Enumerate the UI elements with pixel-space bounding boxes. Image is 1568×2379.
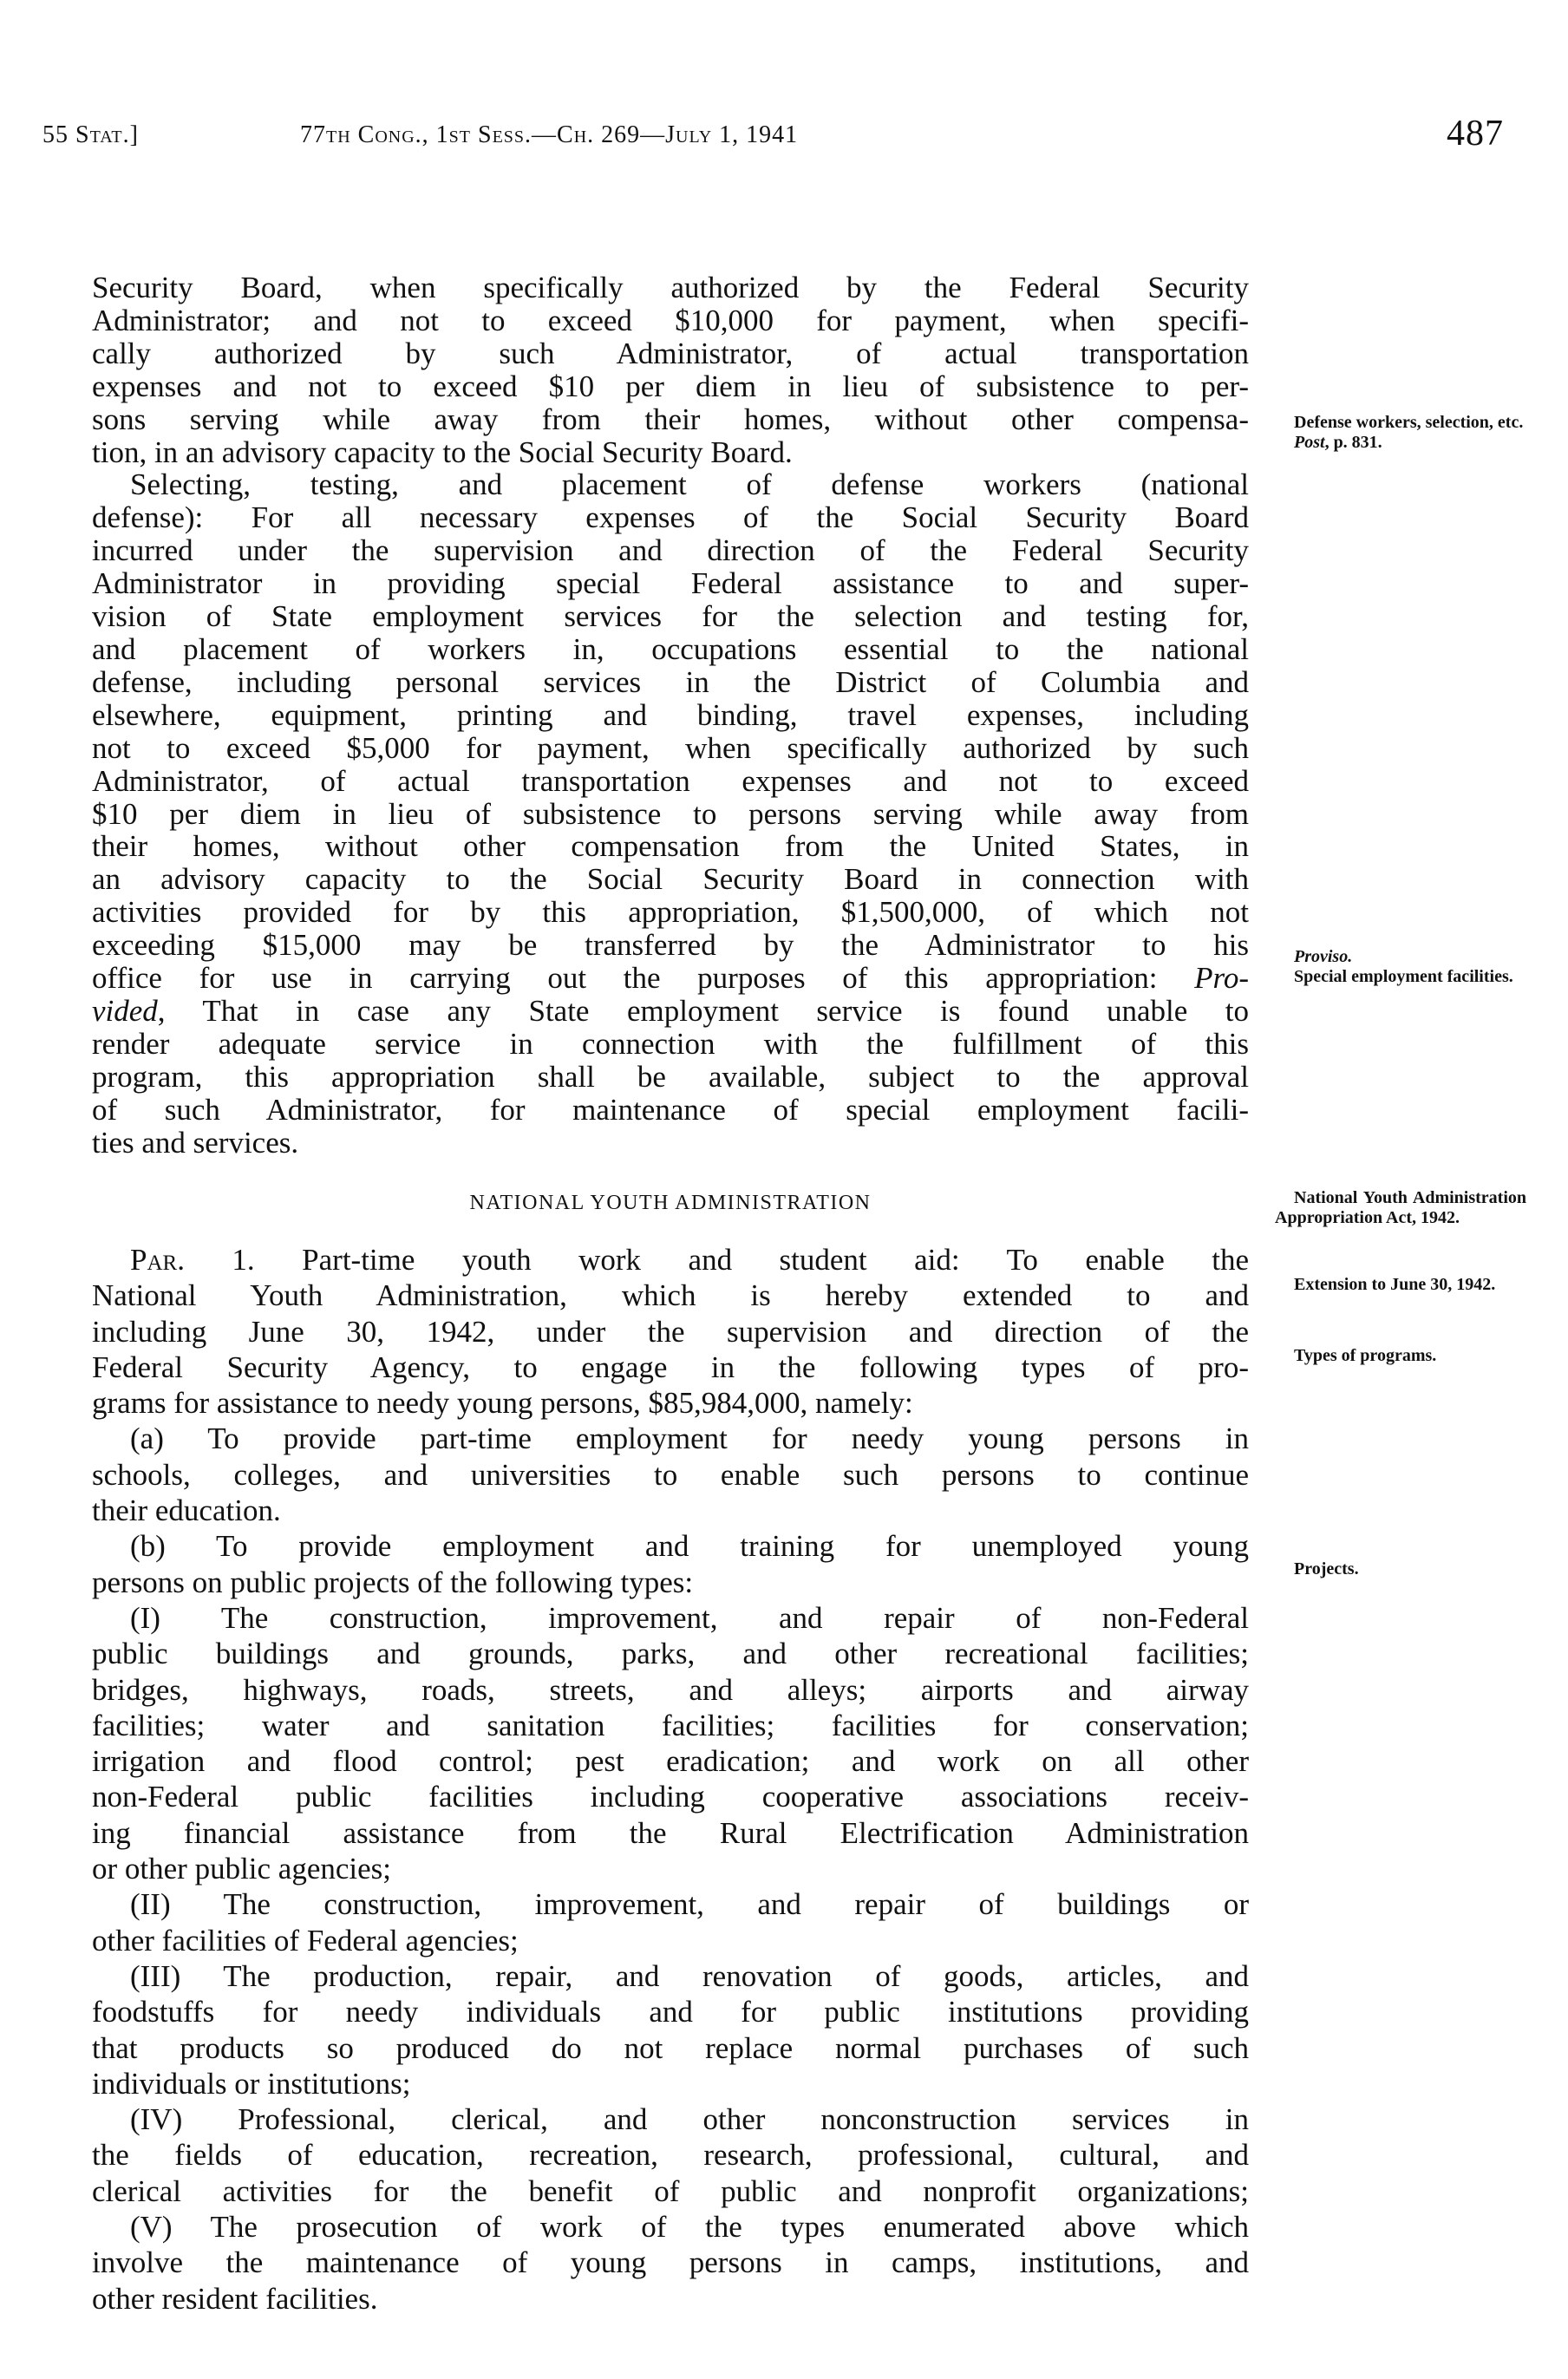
line-text: elsewhere, equipment, printing and binding, travel expenses, including xyxy=(92,697,1249,732)
line-text: irrigation and flood control; pest eradication; and work on all other xyxy=(92,1744,1249,1779)
line-text: persons on public projects of the following types: xyxy=(92,1565,694,1599)
text-line xyxy=(92,1278,1249,1313)
line-text: $10 per diem in lieu of subsistence to persons serving while away from xyxy=(92,796,1249,831)
line-text: the fields of education, recreation, research, professional, cultural, and xyxy=(92,2138,1249,2173)
text-line xyxy=(92,403,1249,436)
text-line xyxy=(92,1127,1249,1160)
text-line xyxy=(92,830,1249,863)
line-text: render adequate service in connection with the fulfillment of this xyxy=(92,1026,1249,1061)
text-line xyxy=(92,2245,1249,2280)
margin-note-proviso xyxy=(1275,947,1526,987)
line-text: or other public agencies; xyxy=(92,1852,392,1886)
text-line xyxy=(92,304,1249,337)
margin-note-defense-workers xyxy=(1275,413,1526,453)
text-line xyxy=(92,370,1249,403)
running-head: 77th Cong., 1st Sess.—Ch. 269—July 1, 1941 xyxy=(300,121,799,148)
text-line xyxy=(92,534,1249,567)
text-line xyxy=(92,633,1249,666)
text-line xyxy=(92,666,1249,699)
line-text: program, this appropriation shall be available, subject to the approval xyxy=(92,1059,1249,1094)
text-line xyxy=(92,2101,1249,2137)
line-text: clerical activities for the benefit of public and nonprofit organizations; xyxy=(92,2173,1249,2208)
proviso-label-text: Proviso. xyxy=(1294,947,1353,966)
line-text: incurred under the supervision and direction of the Federal Security xyxy=(92,533,1249,568)
text-line xyxy=(92,962,1249,995)
line-text: public buildings and grounds, parks, and other recreational facilities; xyxy=(92,1637,1249,1671)
text-line xyxy=(92,1600,1249,1636)
line-text: Selecting, testing, and placement of defense workers (national xyxy=(130,467,1249,502)
text-line xyxy=(92,600,1249,633)
line-text: (I) The construction, improvement, and repair of non-Federal xyxy=(130,1600,1249,1635)
line-text: (III) The production, repair, and renovation of goods, articles, and xyxy=(130,1958,1249,1993)
volume-reference: 55 Stat.] xyxy=(42,121,139,148)
text-line xyxy=(92,1636,1249,1671)
line-text: (IV) Professional, clerical, and other nonconstruction services in xyxy=(130,2102,1249,2137)
line-text: cally authorized by such Administrator, of actual transportation xyxy=(92,336,1249,370)
proviso-label xyxy=(1275,947,1526,967)
line-text: bridges, highways, roads, streets, and alleys; airports and airway xyxy=(92,1672,1249,1707)
line-text: their education. xyxy=(92,1493,281,1528)
line-text: (b) To provide employment and training for unemployed young xyxy=(130,1529,1249,1564)
text-line xyxy=(92,863,1249,896)
margin-note-reference xyxy=(1275,433,1526,453)
line-text: Federal Security Agency, to engage in the following types of pro- xyxy=(92,1350,1249,1384)
line-text: non-Federal public facilities including cooperative associations receiv- xyxy=(92,1780,1249,1814)
text-line xyxy=(92,436,1249,469)
line-text: National Youth Administration, which is hereby extended to and xyxy=(92,1278,1249,1313)
margin-note-types xyxy=(1275,1346,1526,1366)
line-text: including June 30, 1942, under the supervision and direction of the xyxy=(92,1314,1249,1349)
text-line xyxy=(92,1886,1249,1922)
text-line xyxy=(92,337,1249,370)
paragraph-label: Par. 1. xyxy=(130,1243,255,1277)
text-line xyxy=(92,765,1249,798)
line-text: vision of State employment services for the selection and testing for, xyxy=(92,599,1249,634)
line-text: exceeding $15,000 may be transferred by the Administrator to his xyxy=(92,928,1249,963)
text-line xyxy=(92,1923,1249,1958)
text-line xyxy=(92,699,1249,732)
line-text: foodstuffs for needy individuals and for public institutions providing xyxy=(92,1995,1249,2029)
margin-note-projects xyxy=(1275,1559,1526,1579)
text-line xyxy=(92,1028,1249,1061)
line-text: tion, in an advisory capacity to the Social Security Board. xyxy=(92,435,793,469)
text-line xyxy=(92,1815,1249,1851)
line-text: defense): For all necessary expenses of the Social Security Board xyxy=(92,500,1249,535)
text-line xyxy=(92,2281,1249,2317)
margin-note-nya xyxy=(1275,1188,1526,1228)
body-text-social-security xyxy=(92,271,1249,1159)
line-text: not to exceed $5,000 for payment, when specifically authorized by such xyxy=(92,730,1249,765)
text-line xyxy=(92,1708,1249,1743)
margin-note-text: Defense workers, selection, etc. xyxy=(1294,413,1524,432)
line-text: that products so produced do not replace normal purchases of such xyxy=(92,2030,1249,2065)
text-line xyxy=(92,1958,1249,1994)
line-text: Security Board, when specifically authorized by the Federal Security xyxy=(92,271,1249,304)
text-line xyxy=(92,1094,1249,1127)
text-line xyxy=(92,1779,1249,1814)
post-label: Post xyxy=(1294,433,1325,452)
line-text: activities provided for by this appropriation, $1,500,000, of which not xyxy=(92,895,1249,930)
text-line xyxy=(92,2209,1249,2245)
text-line xyxy=(92,1314,1249,1350)
line-text: (II) The construction, improvement, and repair of buildings or xyxy=(130,1887,1249,1922)
section-heading: NATIONAL YOUTH ADMINISTRATION xyxy=(469,1192,872,1214)
margin-note-text: National Youth Administration Appropriation Act, 1942. xyxy=(1275,1188,1526,1227)
text-line xyxy=(92,1421,1249,1456)
text-line xyxy=(92,468,1249,501)
text-line xyxy=(92,1565,1249,1600)
text-line xyxy=(92,2066,1249,2101)
text-line xyxy=(92,1385,1249,1421)
line-text: ing financial assistance from the Rural Electrification Administration xyxy=(92,1815,1249,1850)
text-line xyxy=(92,1350,1249,1385)
margin-note-text: Types of programs. xyxy=(1294,1346,1437,1365)
line-text: Administrator, of actual transportation expenses and not to exceed xyxy=(92,763,1249,798)
line-text: , That in case any State employment service is found unable to xyxy=(157,993,1249,1028)
text-line xyxy=(92,1672,1249,1708)
text-line xyxy=(92,896,1249,929)
line-text: Administrator; and not to exceed $10,000 for payment, when specifi- xyxy=(92,303,1249,337)
line-text: involve the maintenance of young persons in camps, institutions, and xyxy=(92,2245,1249,2280)
page-number: 487 xyxy=(1447,114,1504,154)
line-text: Administrator in providing special Federal assistance to and super- xyxy=(92,566,1249,601)
text-line xyxy=(92,2137,1249,2173)
margin-note-extension xyxy=(1275,1275,1526,1295)
text-line xyxy=(92,1061,1249,1094)
italic-text: vided xyxy=(92,993,158,1028)
line-text: schools, colleges, and universities to enable such persons to continue xyxy=(92,1457,1249,1492)
margin-note-text: Extension to June 30, 1942. xyxy=(1294,1275,1496,1294)
line-text: and placement of workers in, occupations essential to the national xyxy=(92,631,1249,666)
text-line xyxy=(92,1493,1249,1528)
line-text: other resident facilities. xyxy=(92,2281,378,2316)
line-text: expenses and not to exceed $10 per diem in lieu of subsistence to per- xyxy=(92,369,1249,403)
page-reference: , p. 831. xyxy=(1324,433,1382,452)
text-line xyxy=(92,798,1249,831)
line-text: grams for assistance to needy young persons, $85,984,000, namely: xyxy=(92,1386,913,1421)
text-line xyxy=(92,732,1249,765)
line-text: facilities; water and sanitation facilities; facilities for conservation; xyxy=(92,1708,1249,1742)
line-text: Part-time youth work and student aid: To enable the xyxy=(254,1243,1249,1277)
line-text: office for use in carrying out the purposes of this appropriation: xyxy=(92,961,1195,996)
margin-note-text: Projects. xyxy=(1294,1559,1359,1578)
margin-note-text: Special employment facilities. xyxy=(1294,967,1513,986)
text-line xyxy=(92,929,1249,962)
text-line xyxy=(92,1743,1249,1779)
text-line xyxy=(92,995,1249,1028)
text-line xyxy=(92,501,1249,534)
body-text-national-youth-administration xyxy=(92,1242,1249,2317)
line-text: their homes, without other compensation from the United States, in xyxy=(92,829,1249,864)
italic-text: Pro- xyxy=(1194,961,1249,996)
text-line xyxy=(92,1242,1249,1278)
line-text: (V) The prosecution of work of the types enumerated above which xyxy=(130,2210,1249,2245)
text-line xyxy=(92,1994,1249,2029)
line-text: defense, including personal services in the District of Columbia and xyxy=(92,664,1249,699)
text-line xyxy=(92,1851,1249,1886)
line-text: ties and services. xyxy=(92,1125,299,1160)
line-text: other facilities of Federal agencies; xyxy=(92,1923,519,1957)
line-text: an advisory capacity to the Social Security Board in connection with xyxy=(92,862,1249,897)
line-text: sons serving while away from their homes, without other compensa- xyxy=(92,402,1249,436)
text-line xyxy=(92,1457,1249,1493)
text-line xyxy=(92,2173,1249,2209)
text-line xyxy=(92,2030,1249,2066)
text-line xyxy=(92,271,1249,304)
text-line xyxy=(92,1528,1249,1564)
line-text: (a) To provide part-time employment for needy young persons in xyxy=(130,1422,1249,1456)
line-text: of such Administrator, for maintenance of special employment facili- xyxy=(92,1092,1249,1127)
text-line xyxy=(92,567,1249,600)
line-text: individuals or institutions; xyxy=(92,2066,411,2101)
